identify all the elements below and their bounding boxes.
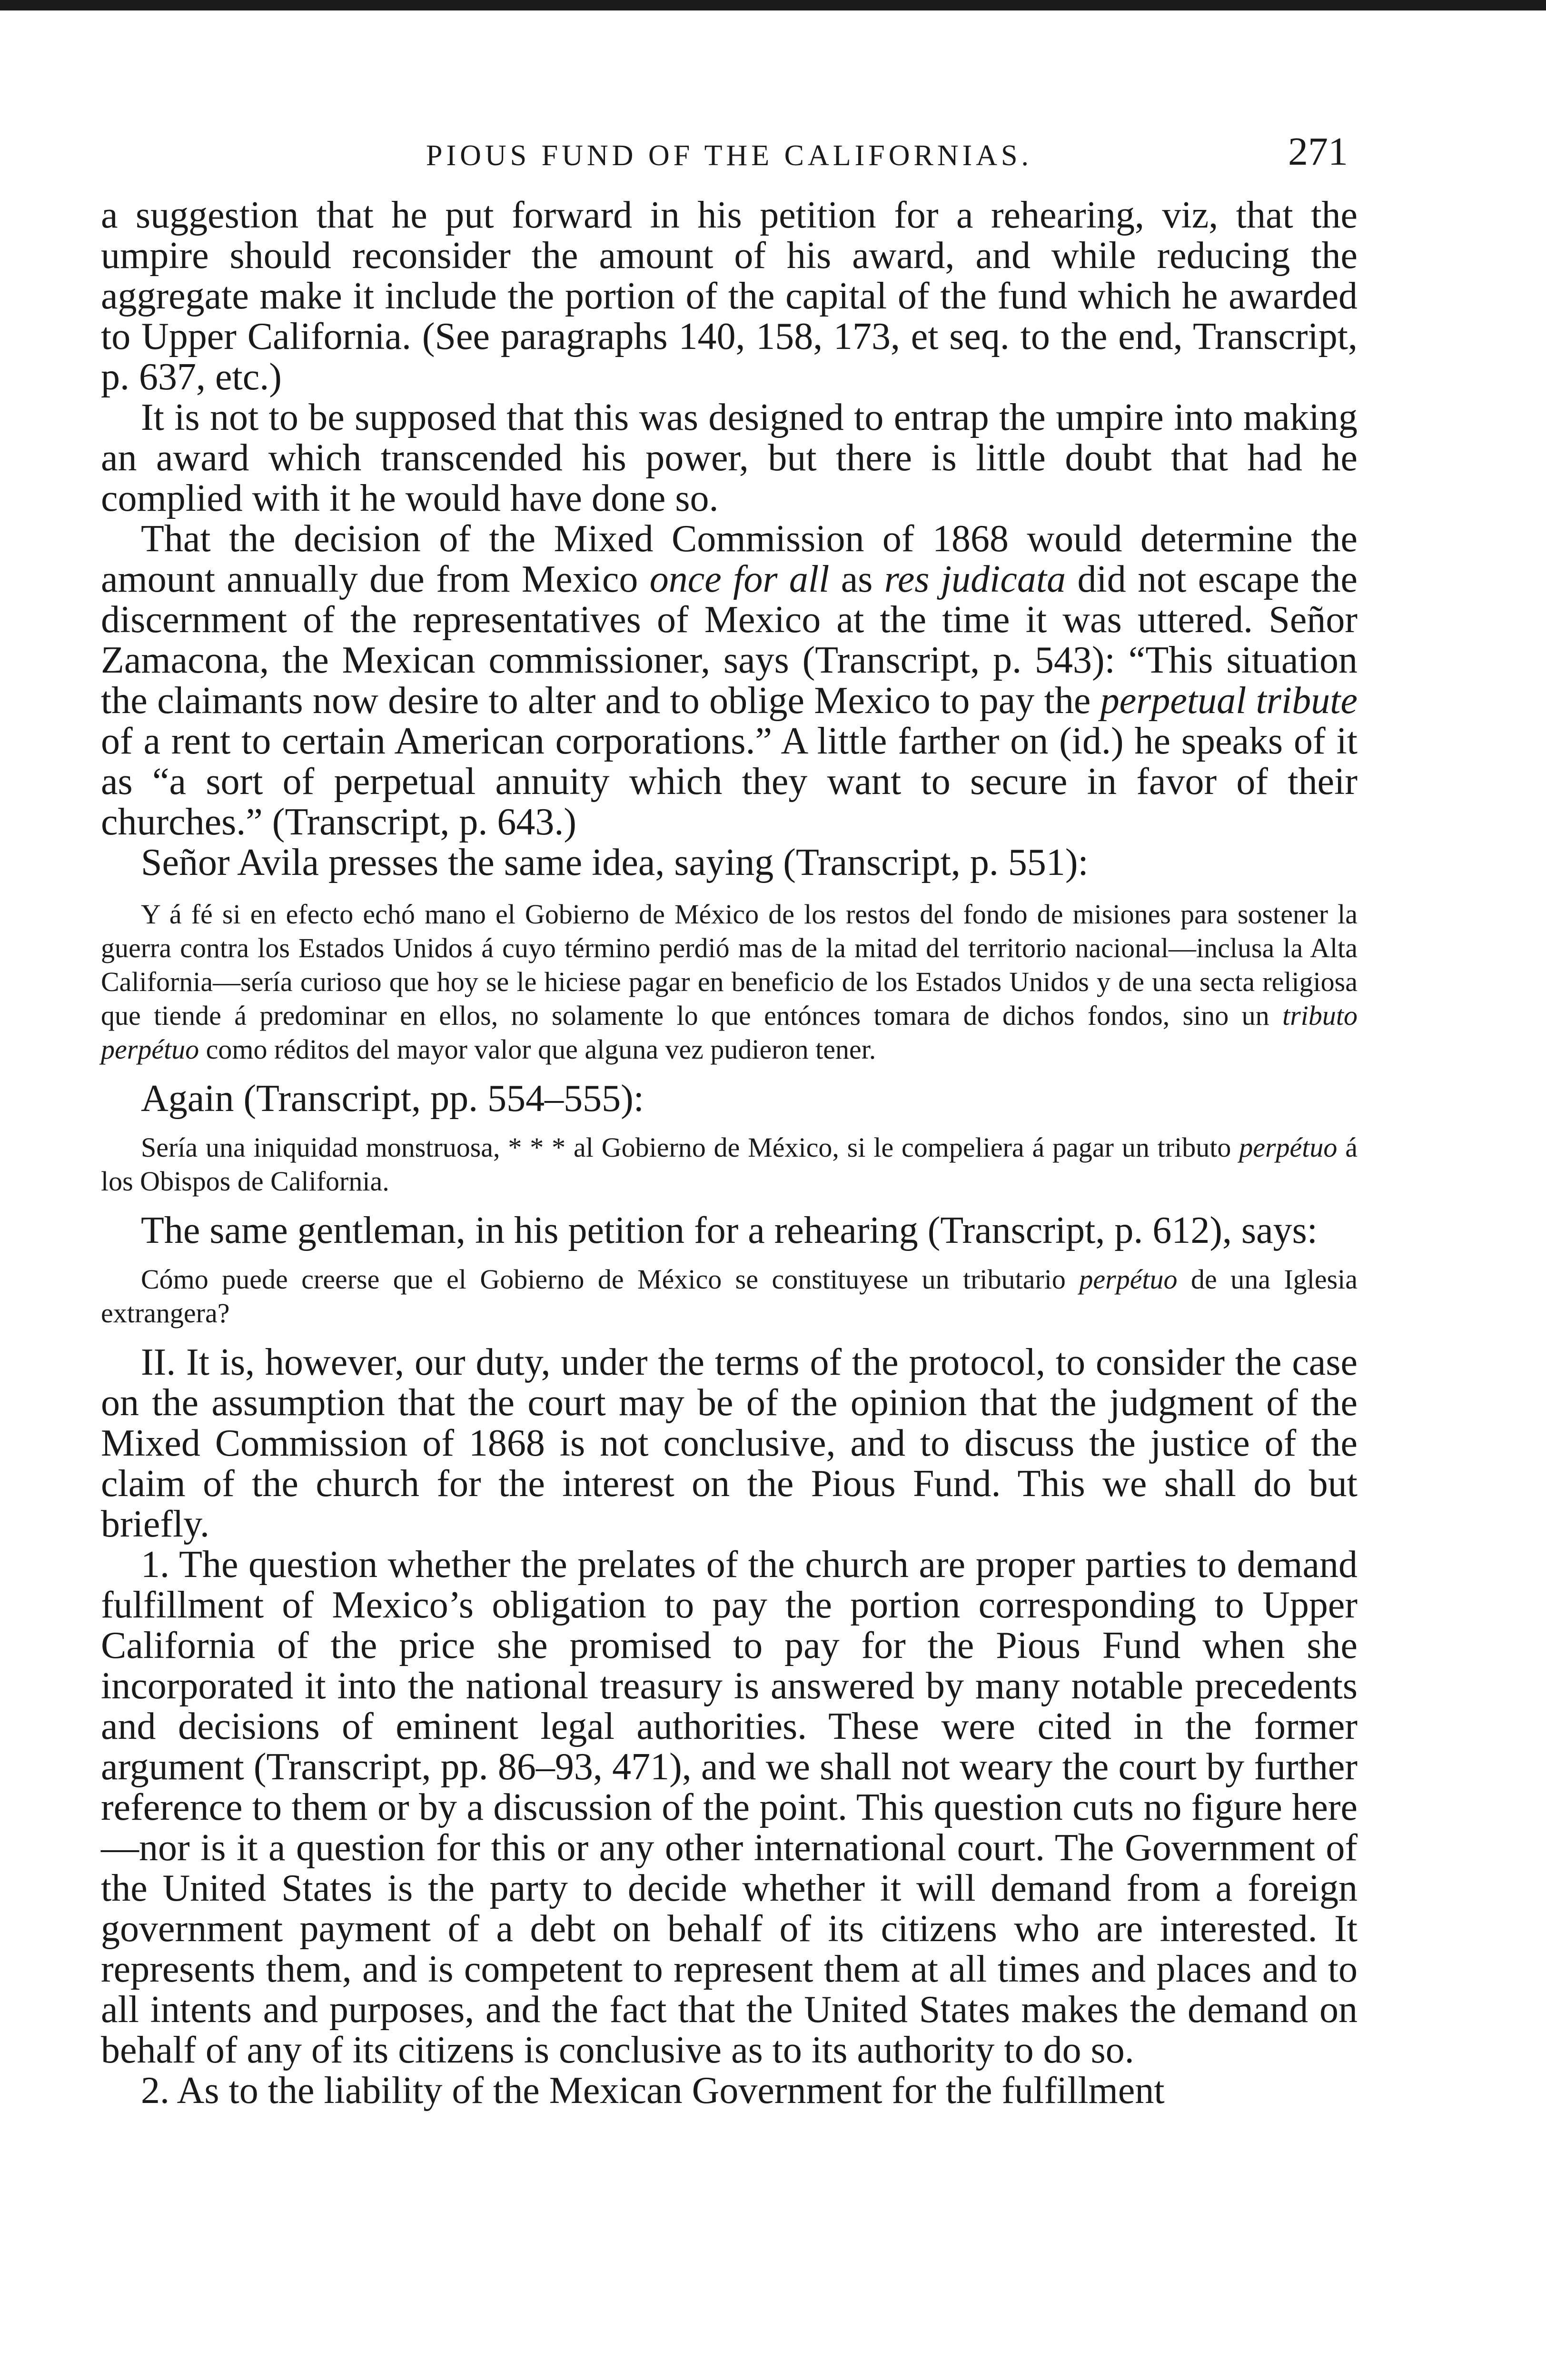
paragraph-3-italic-perpetual-tribute: perpetual tribute <box>1100 680 1358 722</box>
paragraph-4: Señor Avila presses the same idea, saying (Transcript, p. 551): <box>141 842 1089 883</box>
paragraph-3-text-g: of a rent to certain American corporations.” A little farther on (id.) he speaks of it as “a sort of perpetual annuity which they want to secure in favor of their churches.” (Transcript, p. 643.) <box>101 720 1358 843</box>
quote-2-italic: perpétuo <box>1239 1132 1338 1163</box>
paragraph-1: a suggestion that he put forward in his petition for a rehearing, viz, that the umpire should reconsider the amount of his award, and while reducing the aggregate make it include the portion of the capital of the fund which he awarded to Upper California. (See paragraphs 140, 158, 173, et seq. to the end, Transcript, p. 637, etc.) <box>101 194 1358 398</box>
spanish-quote-2 <box>101 1130 1358 1198</box>
paragraph-2: It is not to be supposed that this was designed to entrap the umpire into making an award which transcended his power, but there is little doubt that had he complied with it he would have done so. <box>101 397 1358 519</box>
paragraph-5: Again (Transcript, pp. 554–555): <box>141 1078 644 1120</box>
quote-1-italic: tributo perpétuo <box>101 1000 1358 1065</box>
running-title: PIOUS FUND OF THE CALIFORNIAS. <box>426 139 1033 172</box>
paragraph-6: The same gentleman, in his petition for a rehearing (Transcript, p. 612), says: <box>141 1210 1318 1251</box>
document-page <box>101 129 1358 2111</box>
paragraph-3 <box>101 519 1358 843</box>
quote-1-text-c: como réditos del mayor valor que alguna vez pudieron tener. <box>199 1034 876 1065</box>
page-number: 271 <box>1288 129 1348 174</box>
quote-3-text-c: de una Iglesia extrangera? <box>101 1264 1358 1329</box>
paragraph-section-ii: II. It is, however, our duty, under the terms of the protocol, to consider the case on the assumption that the court may be of the opinion that the judgment of the Mixed Commission of 1868 is not conclusive, and to discuss the justice of the claim of the church for the interest on the Pious Fund. This we shall do but briefly. <box>101 1341 1358 1545</box>
page-header <box>101 129 1358 186</box>
paragraph-3-text-c: as <box>829 558 884 600</box>
spanish-quote-1 <box>101 897 1358 1066</box>
paragraph-3-italic-res-judicata: res judicata <box>884 558 1066 600</box>
spanish-quote-3 <box>101 1262 1358 1330</box>
paragraph-3-text-a: That the decision of the Mixed Commission of 1868 would determine the amount annually due from Mexico <box>101 518 1358 600</box>
paragraph-point-1: 1. The question whether the prelates of the church are proper parties to demand fulfillment of Mexico’s obligation to pay the portion corresponding to Upper California of the price she promised to pay for the Pious Fund when she incorporated it into the national treasury is answered by many notable precedents and decisions of eminent legal authorities. These were cited in the former argument (Transcript, pp. 86–93, 471), and we shall not weary the court by further reference to them or by a discussion of the point. This question cuts no figure here—nor is it a question for this or any other international court. The Government of the United States is the party to decide whether it will demand from a foreign government payment of a debt on behalf of its citizens who are interested. It represents them, and is competent to represent them at all times and places and to all intents and purposes, and the fact that the United States makes the demand on behalf of any of its citizens is conclusive as to its authority to do so. <box>101 1544 1358 2071</box>
quote-3-text-a: Cómo puede creerse que el Gobierno de México se constituyese un tributario <box>141 1264 1080 1295</box>
paragraph-3-italic-once-for-all: once for all <box>649 558 830 600</box>
paragraph-3-text-e: did not escape the discernment of the representatives of Mexico at the time it was uttered. Señor Zamacona, the Mexican commissioner, says (Transcript, p. 543): “This situation the claimants now desire to alter and to oblige Mexico to pay the <box>101 558 1358 722</box>
quote-2-text-c: á los Obispos de California. <box>101 1132 1358 1197</box>
quote-3-italic: perpétuo <box>1079 1264 1178 1295</box>
page-top-edge <box>0 0 1546 10</box>
quote-2-text-a: Sería una iniquidad monstruosa, * * * al Gobierno de México, si le compeliera á pagar un tributo <box>141 1132 1239 1163</box>
paragraph-point-2: 2. As to the liability of the Mexican Government for the fulfillment <box>141 2070 1165 2112</box>
quote-1-text-a: Y á fé si en efecto echó mano el Gobierno de México de los restos del fondo de misiones para sostener la guerra contra los Estados Unidos á cuyo término perdió mas de la mitad del territorio nacional—inclusa la Alta California—sería curioso que hoy se le hiciese pagar en beneficio de los Estados Unidos y de una secta religiosa que tiende á predominar en ellos, no solamente lo que entónces tomara de dichos fondos, sino un <box>101 899 1358 1031</box>
